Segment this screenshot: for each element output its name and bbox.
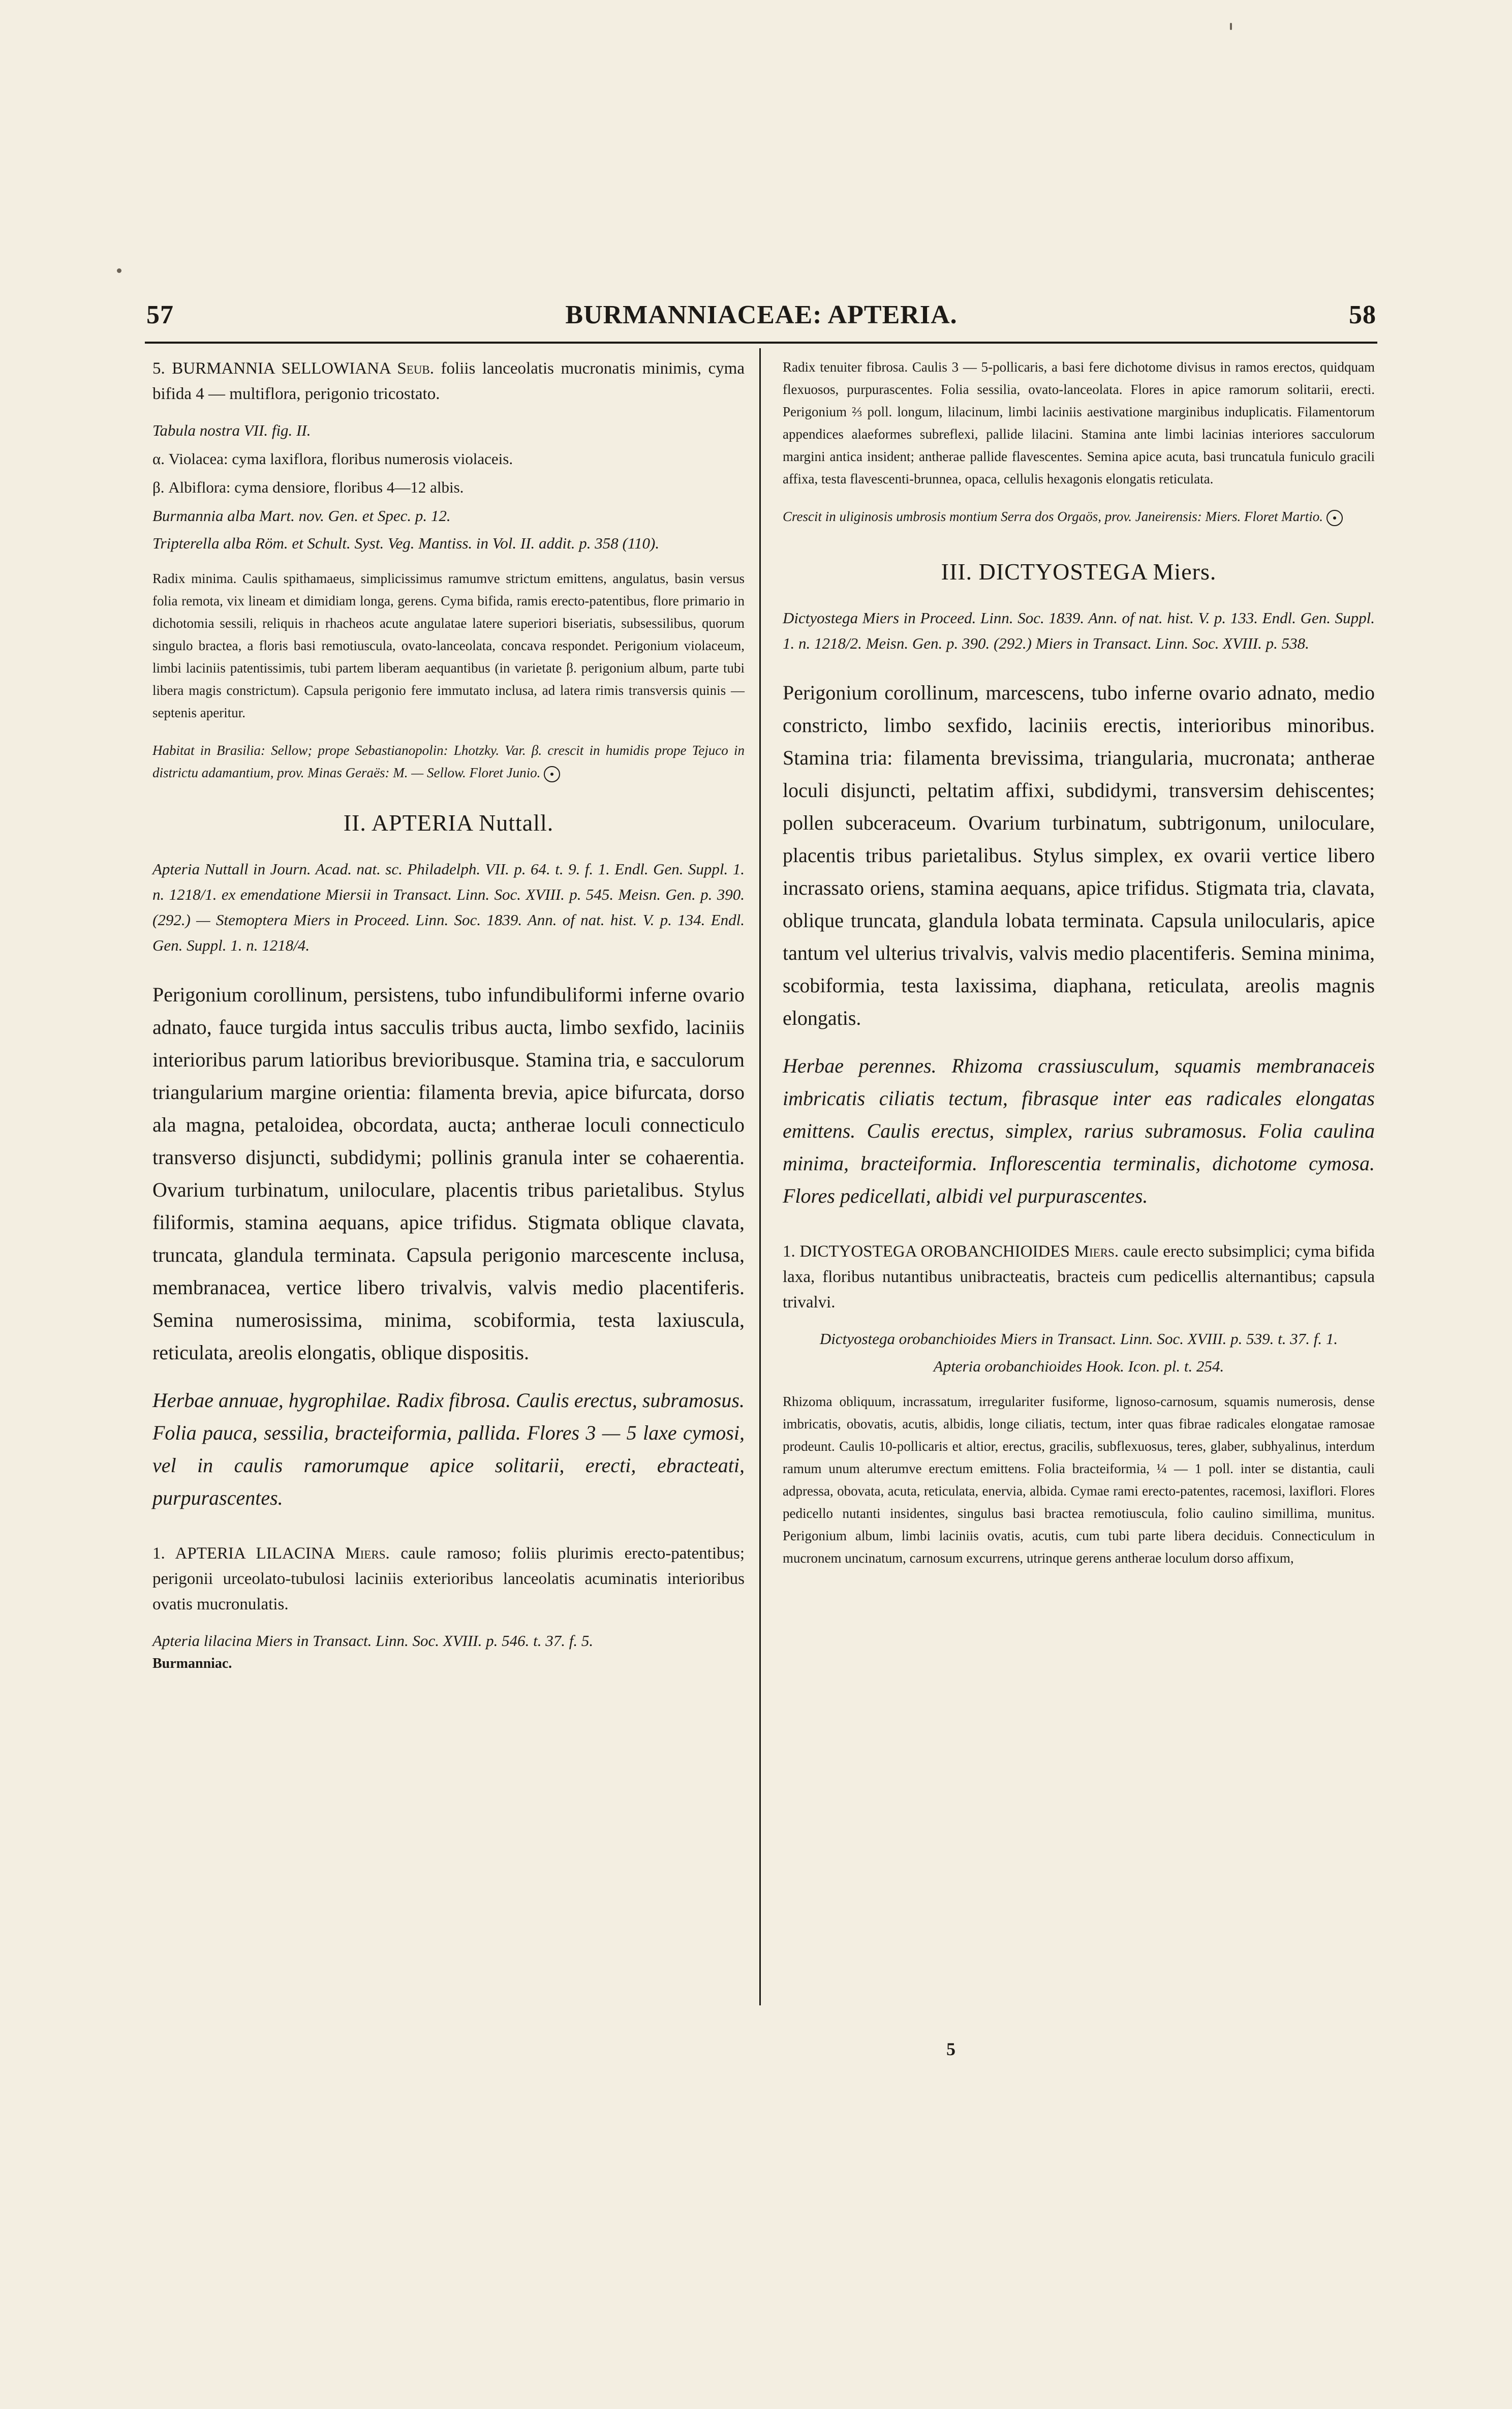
synonym-citation: Tripterella alba Röm. et Schult. Syst. Veg. Mantiss. in Vol. II. addit. p. 358 (110). [152,534,660,552]
genus-description: Perigonium corollinum, marcescens, tubo inferne ovario adnato, medio constricto, limbo sexfido, laciniis erectis, interioribus minoribus. Stamina tria: filamenta brevissima, triangularia, mucronata; antherae loculi disjuncti, peltatim affixi, subdidymi, transversim dehiscentes; pollen subceraceum. Ovarium turbinatum, subtrigonum, uniloculare, placentis tribus parietalibus. Stylus simplex, ex ovarii vertice libero incrassato oriens, stamina aequans, apice trifidus. Stigmata tria, clavata, oblique truncata, glandula lobata terminata. Capsula unilocularis, apice tantum vel ulterius trivalvis, valvis medio placentiferis. Semina minima, scobiformia, testa laxissima, diaphana, reticulata, areolis magnis elongatis. [783,681,1375,1029]
variety-beta: β. Albiflora: cyma densiore, floribus 4—12 albis. [152,478,464,496]
synonym-citation: Apteria orobanchioides Hook. Icon. pl. t. 254. [933,1357,1224,1375]
signature-mark: Burmanniac. [152,1656,232,1671]
species-entry-apteria-lilacina [152,1541,745,1617]
species-author: Miers. [345,1544,390,1563]
variety-alpha: α. Violacea: cyma laxiflora, floribus numerosis violaceis. [152,450,513,468]
genus-references: Apteria Nuttall in Journ. Acad. nat. sc. Philadelph. VII. p. 64. t. 9. f. 1. Endl. Gen. Suppl. 1. n. 1218/1. ex emendatione Miersii in Transact. Linn. Soc. XVIII. p. 545. Meisn. Gen. p. 390. (292.) — Stemoptera Miers in Proceed. Linn. Soc. 1839. Ann. of nat. hist. V. p. 134. Endl. Gen. Suppl. 1. n. 1218/4. [152,860,745,954]
genus-habit: Herbae annuae, hygrophilae. Radix fibrosa. Caulis erectus, subramosus. Folia pauca, sessilia, bracteiformia, pallida. Flores 3 — 5 laxe cymosi, vel in caulis ramorumque apice solitarii, erecti, ebracteati, purpurascentes. [152,1389,745,1509]
genus-habit: Herbae perennes. Rhizoma crassiusculum, squamis membranaceis imbricatis ciliatis tectum, fibrasque inter eas radicales elongatas emittens. Caulis erectus, simplex, rarius subramosus. Folia caulina minima, bracteiformia. Inflorescentia terminalis, dichotome cymosa. Flores pedicellati, albidi vel purpurascentes. [783,1054,1375,1207]
running-header [146,300,1376,330]
perennial-symbol-icon [544,766,560,782]
right-column [783,356,1375,1580]
sheet-signature: 5 [946,2039,955,2059]
species-entry-burmannia-sellowiana [152,356,745,407]
genus-heading-apteria: II. APTERIA Nuttall. [343,810,554,836]
description-paragraph: Rhizoma obliquum, incrassatum, irregulariter fusiforme, lignoso-carnosum, squamis numerosis, dense imbricatis, obovatis, acutis, albidis, longe ciliatis, tectum, inter quas fibrae radicales elongatae ramosae prodeunt. Caulis 10-pollicaris et altior, erectus, gracilis, subflexuosus, teres, glaber, subhyalinus, interdum ramum unum alterumve erectum emittens. Folia bracteiformia, ¼ — 1 poll. inter se distantia, cauli adpressa, obovata, acuta, reticulata, enervia, albida. Cymae rami erecto-patentes, racemosi, laxiflori. Flores pedicello nutanti insidentes, singulus basi bractea remotiuscula, folio caulino simillima, munitus. Perigonium album, limbi laciniis ovatis, acutis, cum tubi parte libera deciduis. Connecticulum in mucronem uncinatum, carnosum excurrens, utrinque gerens antherae loculum dorso affixum, [783,1394,1375,1566]
running-title: BURMANNIACEAE: APTERIA. [565,300,958,329]
species-title: 5. BURMANNIA SELLOWIANA [152,359,390,378]
synonym-citation: Apteria lilacina Miers in Transact. Linn. Soc. XVIII. p. 546. t. 37. f. 5. [152,1632,594,1650]
habitat-note: Crescit in uliginosis umbrosis montium Serra dos Orgaös, prov. Janeirensis: Miers. Floret Martio. [783,505,1375,528]
speck-mark [1230,23,1232,30]
left-column [152,356,745,1686]
synonym-citation: Dictyostega orobanchioides Miers in Transact. Linn. Soc. XVIII. p. 539. t. 37. f. 1. [819,1330,1338,1348]
species-author: Seub. [397,359,435,378]
genus-heading-dictyostega: III. DICTYOSTEGA Miers. [941,559,1217,585]
species-title: 1. APTERIA LILACINA [152,1544,334,1563]
species-author: Miers. [1074,1242,1119,1261]
description-paragraph: Radix minima. Caulis spithamaeus, simplicissimus ramumve strictum emittens, angulatus, basin versus folia remota, vix lineam et dimidiam longa, gerens. Cyma bifida, ramis erecto-patentibus, flore primario in dichotomia sessili, reliquis in rhacheos acute angulatae latere superiori biseriatis, subsessilibus, quorum singulo bractea, a floris basi remotiuscula, ovato-lanceolata, concava respondet. Perigonium violaceum, limbi laciniis patentissimis, tubi partem liberam aequantibus (in varietate β. perigonium album, parte tubi libera magis constrictum). Capsula perigonio fere immutato inclusa, ad latera rimis transversis quinis — septenis aperitur. [152,571,745,720]
plate-reference: Tabula nostra VII. fig. II. [152,421,311,439]
header-rule [145,342,1377,344]
species-diagnosis: caule ramoso; foliis plurimis erecto-patentibus; perigonii urceolato-tubulosi laciniis exterioribus lanceolatis acuminatis interioribus ovatis mucronulatis. [152,1544,745,1613]
genus-references: Dictyostega Miers in Proceed. Linn. Soc. 1839. Ann. of nat. hist. V. p. 133. Endl. Gen. Suppl. 1. n. 1218/2. Meisn. Gen. p. 390. (292.) Miers in Transact. Linn. Soc. XVIII. p. 538. [783,609,1375,652]
synonym-citation: Burmannia alba Mart. nov. Gen. et Spec. p. 12. [152,507,451,525]
perennial-symbol-icon [1326,510,1343,526]
page-number-left: 57 [146,300,174,329]
column-divider [759,348,761,2005]
species-title: 1. DICTYOSTEGA OROBANCHIOIDES [783,1242,1070,1261]
species-diagnosis: caule erecto subsimplici; cyma bifida laxa, floribus nutantibus unibracteatis, bracteis cum pedicellis alternantibus; capsula trivalvi. [783,1242,1375,1312]
species-diagnosis: foliis lanceolatis mucronatis minimis, cyma bifida 4 — multiflora, perigonio tricostato. [152,359,745,403]
species-entry-dictyostega-orobanchioides [783,1239,1375,1315]
page-number-right: 58 [1349,300,1376,329]
genus-description: Perigonium corollinum, persistens, tubo infundibuliformi inferne ovario adnato, fauce turgida intus sacculis tribus aucta, limbo sexfido, laciniis interioribus parum latioribus brevioribusque. Stamina tria, e sacculorum triangularium margine orientia: filamenta brevia, apice bifurcata, dorso ala magna, petaloidea, obcordata, aucta; antherae loculi connecticulo transverso disjuncti, subdidymi; pollinis granula inter se cohaerentia. Ovarium turbinatum, uniloculare, placentis tribus parietalibus. Stylus filiformis, stamina aequans, apice trifidus. Stigmata oblique clavata, truncata, glandula terminata. Capsula perigonio marcescente inclusa, membranacea, vertice libero trivalvis, valvis medio placentiferis. Semina numerosissima, minima, scobiformia, testa laxiuscula, reticulata, areolis elongatis, oblique dispositis. [152,983,745,1364]
habitat-note: Habitat in Brasilia: Sellow; prope Sebastianopolin: Lhotzky. Var. β. crescit in humidis prope Tejuco in districtu adamantium, prov. Minas Geraës: M. — Sellow. Floret Junio. [152,739,745,784]
speck-mark [117,268,121,273]
description-paragraph: Radix tenuiter fibrosa. Caulis 3 — 5-pollicaris, a basi fere dichotome divisus in ramos erectos, quidquam flexuosos, purpurascentes. Folia sessilia, ovato-lanceolata. Flores in apice ramorum solitarii, erecti. Perigonium ⅔ poll. longum, lilacinum, limbi laciniis aestivatione marginibus induplicatis. Filamentorum appendices alaeformes subreflexi, pallide lilacini. Stamina ante limbi lacinias interiores sacculorum margini antica insident; antherae pallide flavescentes. Semina apice acuta, basi truncatula funiculo gracili affixa, testa flavescenti-brunnea, opaca, cellulis hexagonis elongatis reticulata. [783,359,1375,486]
